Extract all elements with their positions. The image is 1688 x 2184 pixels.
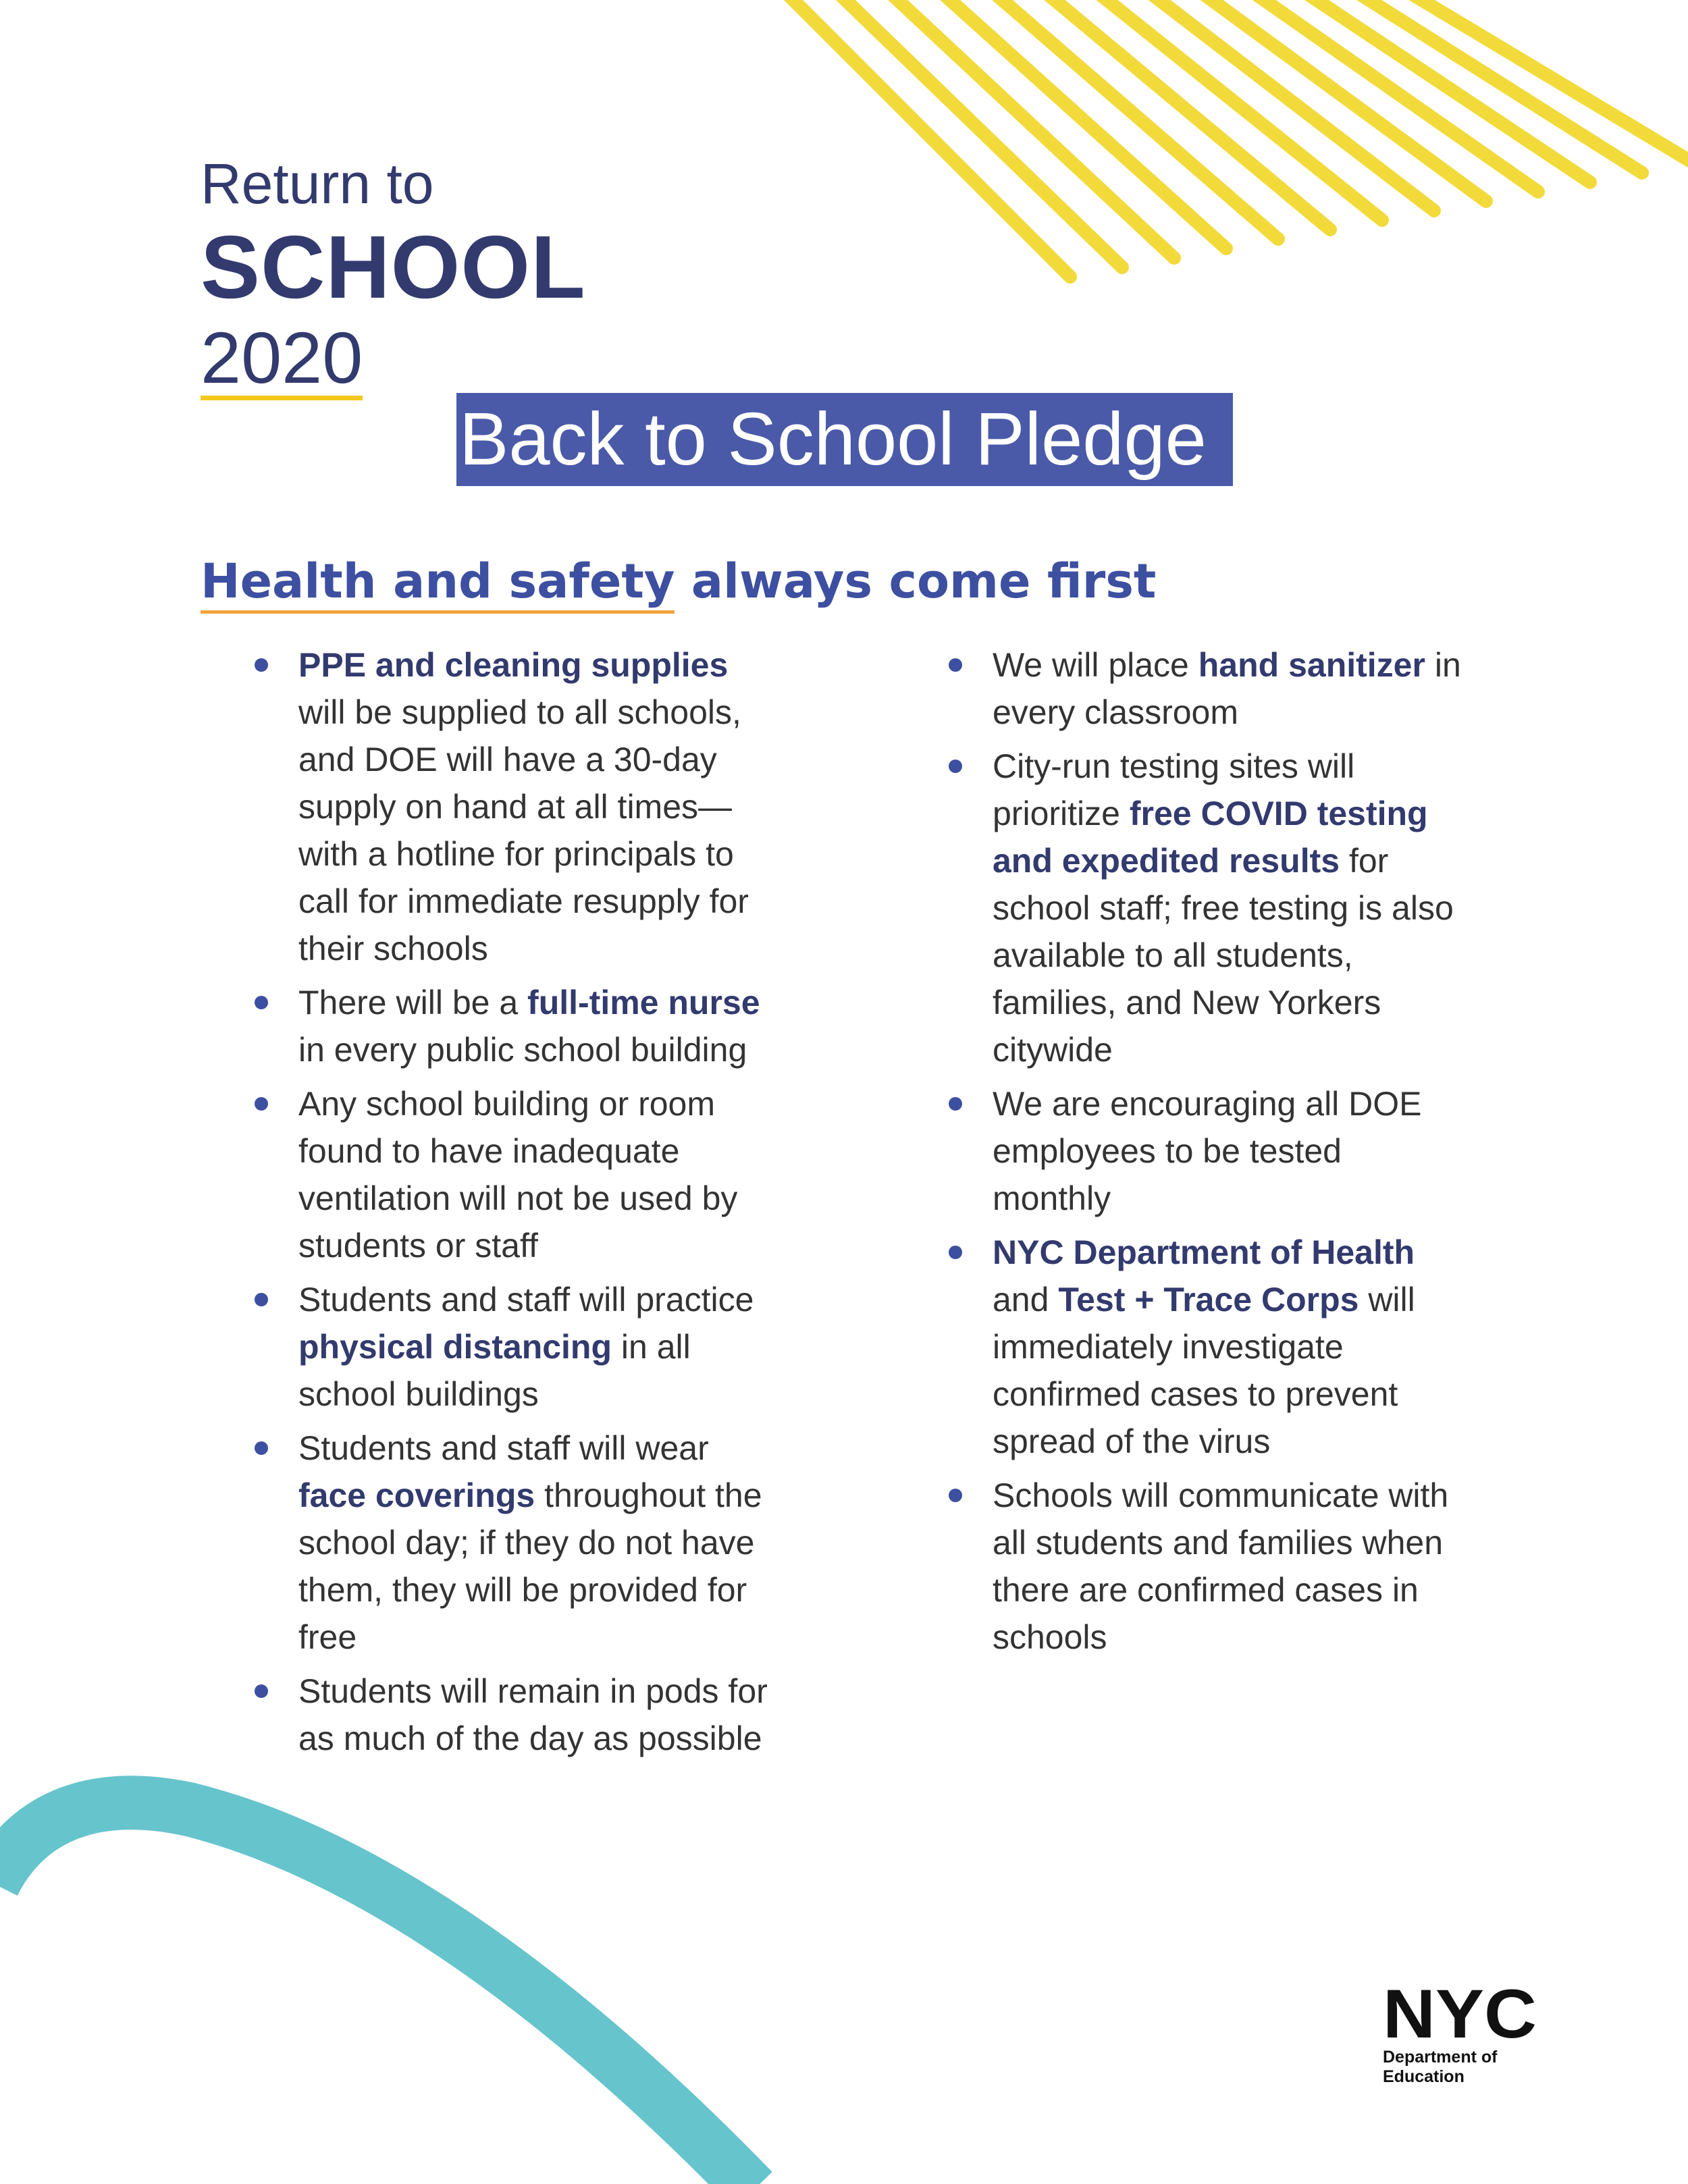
bullet-item — [949, 743, 1469, 1073]
stripe — [891, 0, 1174, 258]
bullet-text: and — [993, 1281, 1059, 1319]
bullet-text: will be supplied to all schools, and DOE will have a 30-day supply on hand at all times—with a hotline for principals to call for immediate resupply for their schools — [298, 693, 749, 967]
stripe — [1203, 0, 1486, 201]
logo-line1: Department of — [1383, 2048, 1498, 2067]
bullet-emphasis: full-time nurse — [527, 984, 760, 1021]
bullet-text: for school staff; free testing is also available to all students, families, and New Yorkers citywide — [993, 842, 1454, 1069]
bullet-dot — [255, 658, 268, 672]
header-year: 2020 — [201, 321, 363, 400]
bullet-text: We are encouraging all DOE employees to be tested monthly — [993, 1085, 1422, 1217]
bullet-emphasis: face coverings — [298, 1476, 535, 1514]
bullet-emphasis: hand sanitizer — [1198, 646, 1425, 684]
stripe — [1255, 0, 1538, 192]
bullet-text: in every classroom — [993, 646, 1461, 731]
bullet-text: Students and staff will wear — [298, 1429, 709, 1467]
stripe — [1307, 0, 1590, 182]
bullet-dot — [949, 1097, 962, 1111]
bullet-item — [255, 979, 774, 1073]
bullet-item — [255, 1424, 774, 1661]
bullet-text: in all school buildings — [298, 1328, 691, 1413]
nyc-logo-text: NYC — [1383, 1985, 1537, 2042]
bullet-emphasis: NYC Department of Health — [993, 1233, 1415, 1271]
bullet-emphasis: free COVID testing and expedited results — [993, 795, 1428, 880]
bullet-dot — [949, 1246, 962, 1259]
bullet-dot — [255, 1684, 268, 1698]
section-heading — [201, 554, 1156, 609]
bullet-text: Schools will communicate with all students and families when there are confirmed cases in schools — [993, 1476, 1449, 1656]
bullet-item — [949, 1472, 1469, 1661]
bullet-emphasis: Test + Trace Corps — [1058, 1281, 1359, 1319]
bullet-text: There will be a — [298, 984, 528, 1021]
bullet-text: will immediately investigate confirmed cases to prevent spread of the virus — [993, 1281, 1415, 1460]
stripe — [995, 0, 1278, 239]
bullet-dot — [255, 996, 268, 1009]
bullet-text: Any school building or room found to have inadequate ventilation will not be used by students or staff — [298, 1085, 738, 1264]
nyc-doe-logo — [1383, 1985, 1545, 2087]
pledge-title-banner: Back to School Pledge — [456, 393, 1233, 486]
header-school: SCHOOL — [201, 217, 586, 317]
section-heading-underlined: Health and safety — [201, 554, 675, 614]
bullet-item — [255, 641, 774, 972]
stripe — [1151, 0, 1434, 211]
bullet-text: City-run testing sites will prioritize — [993, 747, 1355, 832]
left-bullet-list — [255, 641, 774, 1769]
bullet-dot — [949, 658, 962, 672]
bullet-dot — [255, 1293, 268, 1306]
page-header — [201, 152, 586, 400]
bullet-item — [949, 1080, 1469, 1222]
bullet-item — [255, 1668, 774, 1762]
bullet-dot — [255, 1441, 268, 1455]
bullet-text: Students will remain in pods for as much of the day as possible — [298, 1672, 768, 1757]
bullet-item — [255, 1276, 774, 1418]
stripe — [1099, 0, 1382, 220]
stripe — [839, 0, 1122, 267]
bullet-dot — [949, 760, 962, 773]
nyc-logo-mark — [1383, 1985, 1538, 2042]
stripe — [1047, 0, 1330, 230]
header-return-to: Return to — [201, 152, 434, 215]
teal-swoosh-decoration — [0, 1769, 810, 2184]
bullet-text: throughout the school day; if they do not have them, they will be provided for free — [298, 1476, 762, 1656]
bullet-text: Students and staff will practice — [298, 1281, 754, 1319]
bullet-item — [949, 641, 1469, 736]
stripe — [943, 0, 1226, 248]
right-bullet-list — [949, 641, 1469, 1668]
bullet-dot — [949, 1489, 962, 1502]
section-heading-rest: always come first — [675, 554, 1157, 609]
bullet-text: in every public school building — [298, 1031, 747, 1069]
bullet-text: We will place — [993, 646, 1198, 684]
bullet-item — [255, 1080, 774, 1269]
bullet-emphasis: PPE and cleaning supplies — [298, 646, 729, 684]
bullet-dot — [255, 1097, 268, 1111]
logo-line2: Education — [1383, 2067, 1465, 2086]
stripe — [787, 0, 1070, 277]
bullet-emphasis: physical distancing — [298, 1328, 612, 1366]
bullet-item — [949, 1229, 1469, 1465]
